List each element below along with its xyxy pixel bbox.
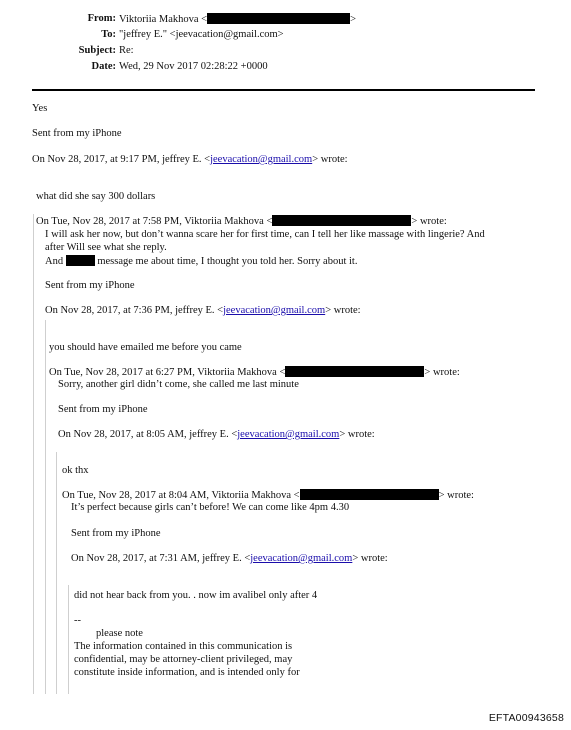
quote-attribution [45,305,361,317]
message-text: ok thx [62,465,89,476]
quote-attribution [49,366,460,379]
message-text: I will ask her now, but don’t wanna scare her for first time, can I tell her like massage with lingerie? And [45,229,485,240]
signature-separator: -- [74,615,81,626]
disclaimer-text: The information contained in this communication is [74,641,293,652]
quote-bar-4 [68,585,69,694]
attribution-text: On Nov 28, 2017, at 8:05 AM, jeffrey E. < [58,429,238,440]
attribution-wrote: > wrote: [312,154,348,165]
date-label: Date: [91,61,116,72]
quote-bar-3 [56,452,57,694]
email-link[interactable]: jeevacation@gmail.com [237,429,340,440]
attribution-wrote: > wrote: [325,305,361,316]
message-text: Sorry, another girl didn’t come, she called me last minute [58,379,299,390]
signature-iphone: Sent from my iPhone [45,280,135,291]
message-text-part: And [45,256,64,267]
redaction-box [272,215,411,226]
attribution-wrote: > wrote: [424,367,460,378]
date-value: Wed, 29 Nov 2017 02:28:22 +0000 [119,61,268,72]
attribution-wrote: > wrote: [352,553,388,564]
quote-attribution [32,154,348,166]
message-text: It’s perfect because girls can’t before! We can come like 4pm 4.30 [71,502,350,513]
email-link[interactable]: jeevacation@gmail.com [210,154,313,165]
attribution-wrote: > wrote: [438,490,474,501]
to-label: To: [101,29,116,40]
redaction-box [300,489,439,500]
quote-attribution [58,429,375,441]
attribution-wrote: > wrote: [411,216,447,227]
email-link[interactable]: jeevacation@gmail.com [223,305,326,316]
quote-attribution [36,215,447,228]
redaction-box [207,13,350,24]
signature-iphone: Sent from my iPhone [58,404,148,415]
from-name: Viktoriia Makhova < [119,14,208,25]
from-close: > [350,14,357,25]
redaction-box [285,366,424,377]
message-text [45,255,357,268]
attribution-text: On Nov 28, 2017, at 9:17 PM, jeffrey E. < [32,154,211,165]
from-label: From: [87,13,116,24]
reply-text: Yes [32,103,48,114]
attribution-wrote: > wrote: [339,429,375,440]
message-text: you should have emailed me before you came [49,342,242,353]
from-value [119,13,356,26]
email-link[interactable]: jeevacation@gmail.com [250,553,353,564]
disclaimer-text: confidential, may be attorney-client privileged, may [74,654,293,665]
quote-attribution [71,553,388,565]
redaction-box [66,255,95,266]
signature-iphone: Sent from my iPhone [32,128,122,139]
header-divider [32,89,535,91]
message-text: after Will see what she reply. [45,242,167,253]
subject-value: Re: [119,45,134,56]
quote-bar-2 [45,320,46,694]
message-text-part: message me about time, I thought you told her. Sorry about it. [97,256,358,267]
quote-attribution [62,489,474,502]
attribution-text: On Nov 28, 2017, at 7:36 PM, jeffrey E. < [45,305,224,316]
signature-iphone: Sent from my iPhone [71,528,161,539]
message-text: did not hear back from you. . now im avalibel only after 4 [74,590,318,601]
disclaimer-heading: please note [96,628,143,639]
attribution-text: On Tue, Nov 28, 2017 at 8:04 AM, Viktoriia Makhova < [62,490,300,501]
subject-label: Subject: [78,45,116,56]
attribution-text: On Nov 28, 2017, at 7:31 AM, jeffrey E. < [71,553,251,564]
disclaimer-text: constitute inside information, and is intended only for [74,667,300,678]
to-value: "jeffrey E." <jeevacation@gmail.com> [119,29,284,40]
attribution-text: On Tue, Nov 28, 2017 at 6:27 PM, Viktoriia Makhova < [49,367,286,378]
message-text: what did she say 300 dollars [36,191,156,202]
document-id: EFTA00943658 [488,712,564,724]
attribution-text: On Tue, Nov 28, 2017 at 7:58 PM, Viktoriia Makhova < [36,216,273,227]
quote-bar-1 [33,214,34,694]
